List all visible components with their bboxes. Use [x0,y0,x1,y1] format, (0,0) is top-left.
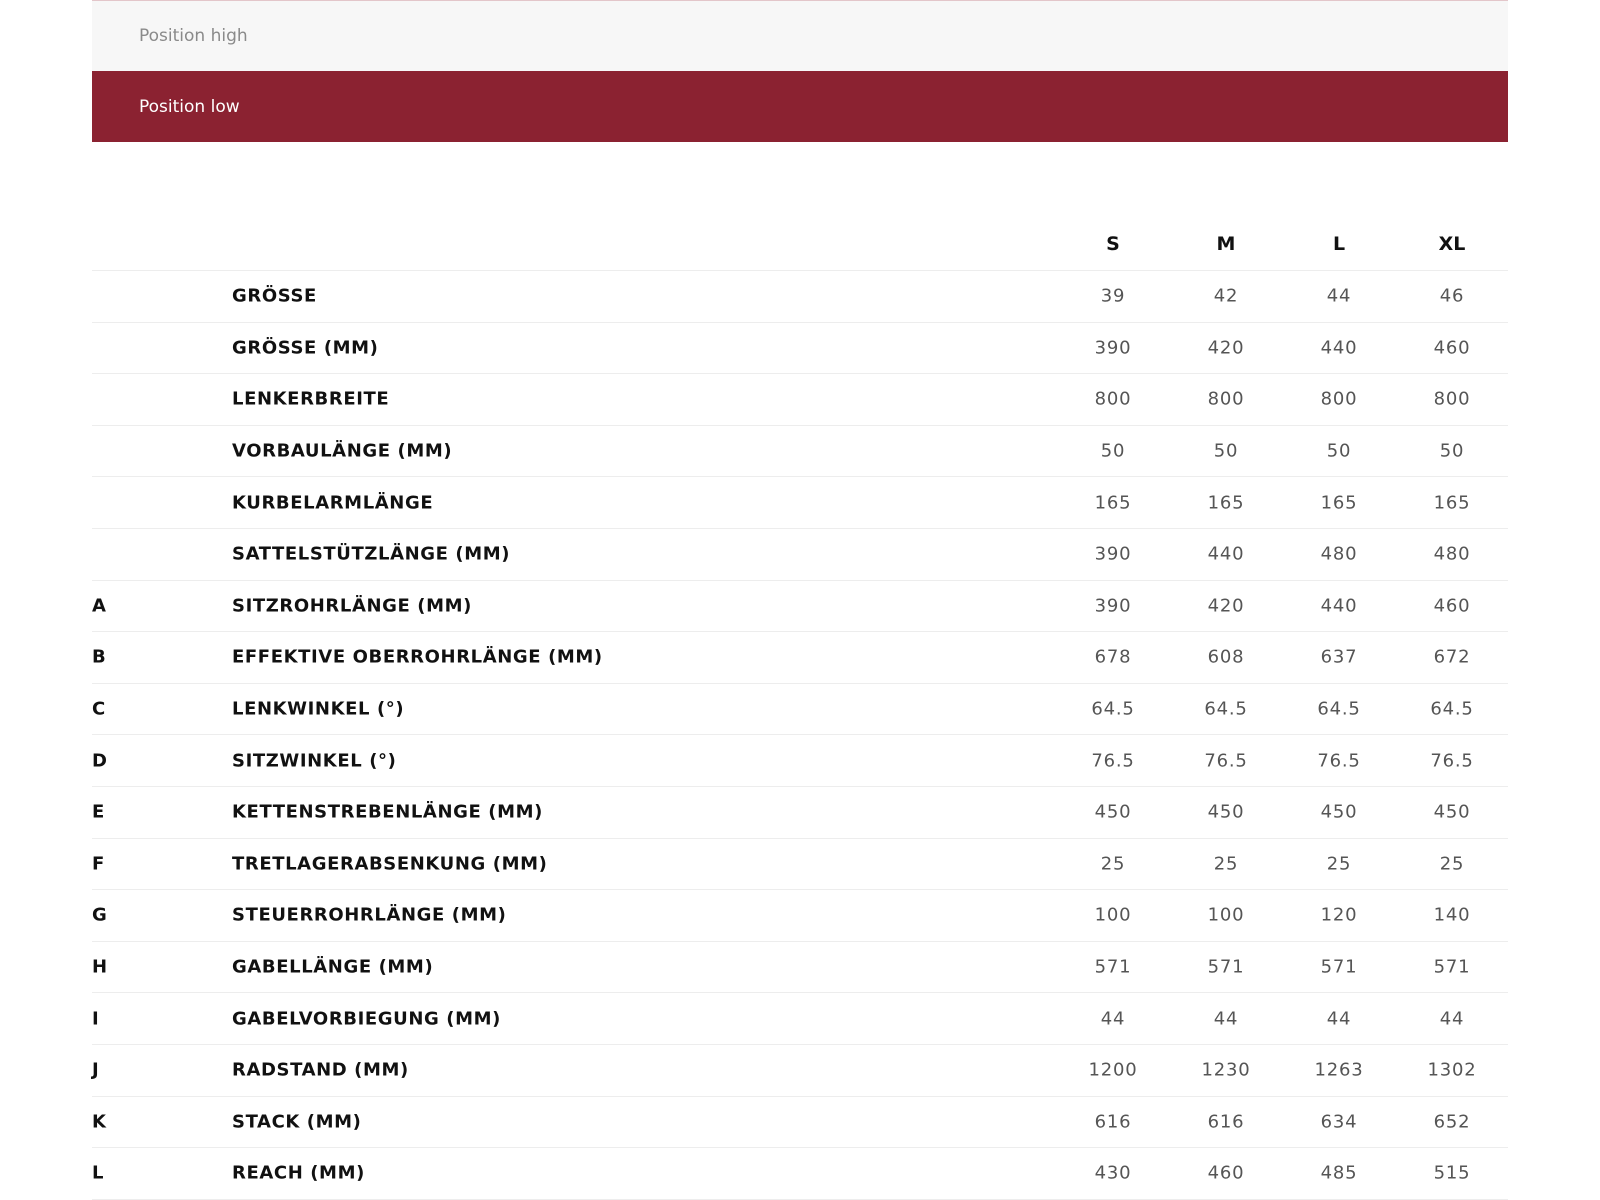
measurement-value: 800 [1207,388,1245,410]
tab-position-low[interactable] [92,71,1508,142]
measurement-value: 25 [1100,853,1126,875]
measurement-value: 50 [1326,440,1352,462]
measurement-value: 1200 [1088,1059,1138,1081]
measurement-label: GRÖSSE (MM) [232,337,379,359]
measurement-value: 571 [1433,956,1471,978]
table-row [92,581,1508,633]
table-row [92,1097,1508,1149]
measurement-value: 608 [1207,646,1245,668]
geometry-table [92,218,1508,1200]
measurement-label: SITZROHRLÄNGE (MM) [232,595,472,617]
measurement-value: 1302 [1427,1059,1477,1081]
measurement-value: 420 [1207,595,1245,617]
size-header-s: S [1106,233,1120,255]
measurement-value: 485 [1320,1162,1358,1184]
measurement-value: 76.5 [1091,750,1135,772]
size-header-m: M [1216,233,1236,255]
size-header-row [92,218,1508,271]
table-row [92,1045,1508,1097]
table-row [92,993,1508,1045]
table-row [92,890,1508,942]
table-row [92,374,1508,426]
measurement-value: 25 [1213,853,1239,875]
measurement-value: 440 [1207,543,1245,565]
measurement-value: 64.5 [1091,698,1135,720]
measurement-value: 571 [1207,956,1245,978]
measurement-letter: G [92,904,108,926]
measurement-value: 140 [1433,904,1471,926]
measurement-value: 440 [1320,337,1358,359]
measurement-letter: A [92,595,107,617]
measurement-value: 44 [1326,1008,1352,1030]
measurement-value: 165 [1433,492,1471,514]
measurement-value: 678 [1094,646,1132,668]
measurement-value: 571 [1320,956,1358,978]
measurement-value: 450 [1320,801,1358,823]
geometry-panel [92,0,1508,1184]
measurement-value: 39 [1100,285,1126,307]
size-header-l: L [1332,233,1346,255]
measurement-value: 515 [1433,1162,1471,1184]
measurement-value: 440 [1320,595,1358,617]
tab-position-high-label: Position high [139,26,248,46]
measurement-value: 460 [1433,337,1471,359]
measurement-letter: D [92,750,108,772]
measurement-value: 64.5 [1430,698,1474,720]
measurement-label: VORBAULÄNGE (MM) [232,440,453,462]
table-row [92,735,1508,787]
measurement-letter: B [92,646,107,668]
table-row [92,323,1508,375]
measurement-value: 450 [1433,801,1471,823]
measurement-value: 634 [1320,1111,1358,1133]
measurement-label: GABELVORBIEGUNG (MM) [232,1008,501,1030]
measurement-value: 450 [1094,801,1132,823]
measurement-value: 637 [1320,646,1358,668]
measurement-value: 800 [1433,388,1471,410]
measurement-value: 390 [1094,595,1132,617]
measurement-label: LENKWINKEL (°) [232,698,405,720]
measurement-value: 50 [1100,440,1126,462]
measurement-label: GABELLÄNGE (MM) [232,956,434,978]
measurement-value: 1230 [1201,1059,1251,1081]
measurement-value: 165 [1320,492,1358,514]
measurement-value: 50 [1213,440,1239,462]
measurement-value: 44 [1213,1008,1239,1030]
measurement-letter: J [92,1059,100,1081]
measurement-value: 571 [1094,956,1132,978]
measurement-value: 64.5 [1317,698,1361,720]
measurement-value: 460 [1433,595,1471,617]
measurement-label: STEUERROHRLÄNGE (MM) [232,904,507,926]
measurement-label: REACH (MM) [232,1162,365,1184]
measurement-letter: I [92,1008,100,1030]
measurement-value: 46 [1439,285,1465,307]
measurement-label: SITZWINKEL (°) [232,750,397,772]
table-row [92,839,1508,891]
measurement-value: 100 [1207,904,1245,926]
measurement-value: 165 [1094,492,1132,514]
measurement-letter: E [92,801,105,823]
tab-position-high[interactable] [92,0,1508,71]
measurement-label: KETTENSTREBENLÄNGE (MM) [232,801,543,823]
measurement-value: 64.5 [1204,698,1248,720]
table-row [92,942,1508,994]
measurement-label: STACK (MM) [232,1111,362,1133]
measurement-label: EFFEKTIVE OBERROHRLÄNGE (MM) [232,646,603,668]
measurement-value: 616 [1207,1111,1245,1133]
size-header-xl: XL [1438,233,1466,255]
measurement-value: 76.5 [1317,750,1361,772]
measurement-letter: H [92,956,108,978]
measurement-value: 44 [1439,1008,1465,1030]
measurement-value: 42 [1213,285,1239,307]
measurement-value: 120 [1320,904,1358,926]
measurement-value: 672 [1433,646,1471,668]
measurement-value: 44 [1100,1008,1126,1030]
table-row [92,271,1508,323]
measurement-value: 800 [1094,388,1132,410]
table-row [92,477,1508,529]
measurement-label: SATTELSTÜTZLÄNGE (MM) [232,543,511,565]
tab-position-low-label: Position low [139,96,240,117]
measurement-letter: C [92,698,106,720]
measurement-value: 390 [1094,337,1132,359]
measurement-label: GRÖSSE [232,285,317,307]
measurement-value: 76.5 [1204,750,1248,772]
measurement-value: 450 [1207,801,1245,823]
table-row [92,684,1508,736]
measurement-value: 25 [1326,853,1352,875]
measurement-value: 50 [1439,440,1465,462]
measurement-value: 1263 [1314,1059,1364,1081]
measurement-value: 616 [1094,1111,1132,1133]
table-row [92,1148,1508,1200]
measurement-letter: K [92,1111,107,1133]
measurement-value: 25 [1439,853,1465,875]
measurement-value: 76.5 [1430,750,1474,772]
measurement-value: 480 [1433,543,1471,565]
measurement-value: 165 [1207,492,1245,514]
measurement-value: 480 [1320,543,1358,565]
measurement-label: LENKERBREITE [232,388,390,410]
table-row [92,632,1508,684]
measurement-letter: L [92,1162,104,1184]
table-row [92,787,1508,839]
measurement-value: 460 [1207,1162,1245,1184]
measurement-label: RADSTAND (MM) [232,1059,409,1081]
measurement-value: 800 [1320,388,1358,410]
measurement-value: 430 [1094,1162,1132,1184]
measurement-value: 390 [1094,543,1132,565]
table-row [92,529,1508,581]
measurement-value: 44 [1326,285,1352,307]
measurement-label: KURBELARMLÄNGE [232,492,434,514]
measurement-letter: F [92,853,105,875]
measurement-value: 420 [1207,337,1245,359]
measurement-value: 100 [1094,904,1132,926]
table-row [92,426,1508,478]
measurement-value: 652 [1433,1111,1471,1133]
measurement-label: TRETLAGERABSENKUNG (MM) [232,853,548,875]
